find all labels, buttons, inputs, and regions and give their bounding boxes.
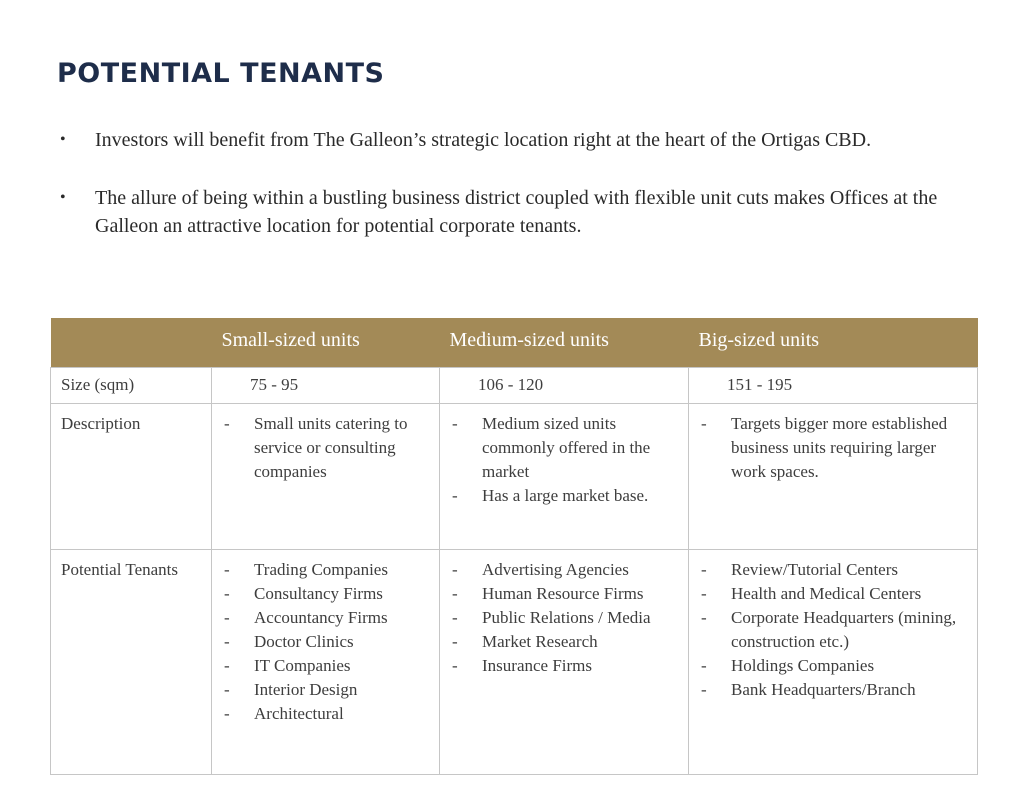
bullet-icon: • [60, 189, 66, 206]
tenants-big-list [699, 558, 969, 702]
list-item: - Accountancy Firms [222, 606, 431, 630]
intro-bullet [60, 184, 960, 240]
list-item: - Trading Companies [222, 558, 431, 582]
row-label-tenants: Potential Tenants [51, 550, 212, 775]
table-row-size [51, 368, 978, 404]
intro-bullet-text: The allure of being within a bustling business district coupled with flexible unit cuts makes Offices at the Galleon an attractive location for potential corporate tenants. [95, 187, 938, 237]
size-small-value: 75 - 95 [212, 368, 440, 404]
list-item: - Advertising Agencies [450, 558, 680, 582]
list-item: - Small units catering to service or consulting companies [222, 412, 431, 484]
list-item: - Holdings Companies [699, 654, 969, 678]
tenants-medium-cell [440, 550, 689, 775]
list-item: - Corporate Headquarters (mining, construction etc.) [699, 606, 969, 654]
description-small-list [222, 412, 431, 484]
tenants-small-list [222, 558, 431, 726]
list-item: - Consultancy Firms [222, 582, 431, 606]
description-big-cell [689, 404, 978, 550]
list-item: - Has a large market base. [450, 484, 680, 508]
list-item: - IT Companies [222, 654, 431, 678]
intro-bullet [60, 126, 960, 154]
bullet-icon: • [60, 131, 66, 148]
table-row-description [51, 404, 978, 550]
list-item: - Review/Tutorial Centers [699, 558, 969, 582]
tenants-small-cell [212, 550, 440, 775]
size-big-value: 151 - 195 [689, 368, 978, 404]
list-item: - Bank Headquarters/Branch [699, 678, 969, 702]
intro-bullet-list [60, 126, 960, 240]
header-small-units: Small-sized units [212, 318, 440, 368]
description-medium-cell [440, 404, 689, 550]
size-medium-value: 106 - 120 [440, 368, 689, 404]
list-item: - Human Resource Firms [450, 582, 680, 606]
list-item: - Public Relations / Media [450, 606, 680, 630]
table-row-tenants [51, 550, 978, 775]
list-item: - Interior Design [222, 678, 431, 702]
header-medium-units: Medium-sized units [440, 318, 689, 368]
tenants-big-cell [689, 550, 978, 775]
list-item: - Architectural [222, 702, 431, 726]
tenants-medium-list [450, 558, 680, 678]
row-label-size: Size (sqm) [51, 368, 212, 404]
list-item: - Medium sized units commonly offered in the market [450, 412, 680, 484]
list-item: - Targets bigger more established business units requiring larger work spaces. [699, 412, 969, 484]
unit-comparison-table [50, 318, 977, 775]
list-item: - Doctor Clinics [222, 630, 431, 654]
page-title: POTENTIAL TENANTS [57, 58, 385, 89]
header-corner-cell [51, 318, 212, 368]
description-small-cell [212, 404, 440, 550]
description-big-list [699, 412, 969, 484]
intro-bullet-text: Investors will benefit from The Galleon’s strategic location right at the heart of the Ortigas CBD. [95, 129, 872, 151]
table-header-row [51, 318, 978, 368]
list-item: - Insurance Firms [450, 654, 680, 678]
row-label-description: Description [51, 404, 212, 550]
header-big-units: Big-sized units [689, 318, 978, 368]
list-item: - Health and Medical Centers [699, 582, 969, 606]
description-medium-list [450, 412, 680, 508]
list-item: - Market Research [450, 630, 680, 654]
